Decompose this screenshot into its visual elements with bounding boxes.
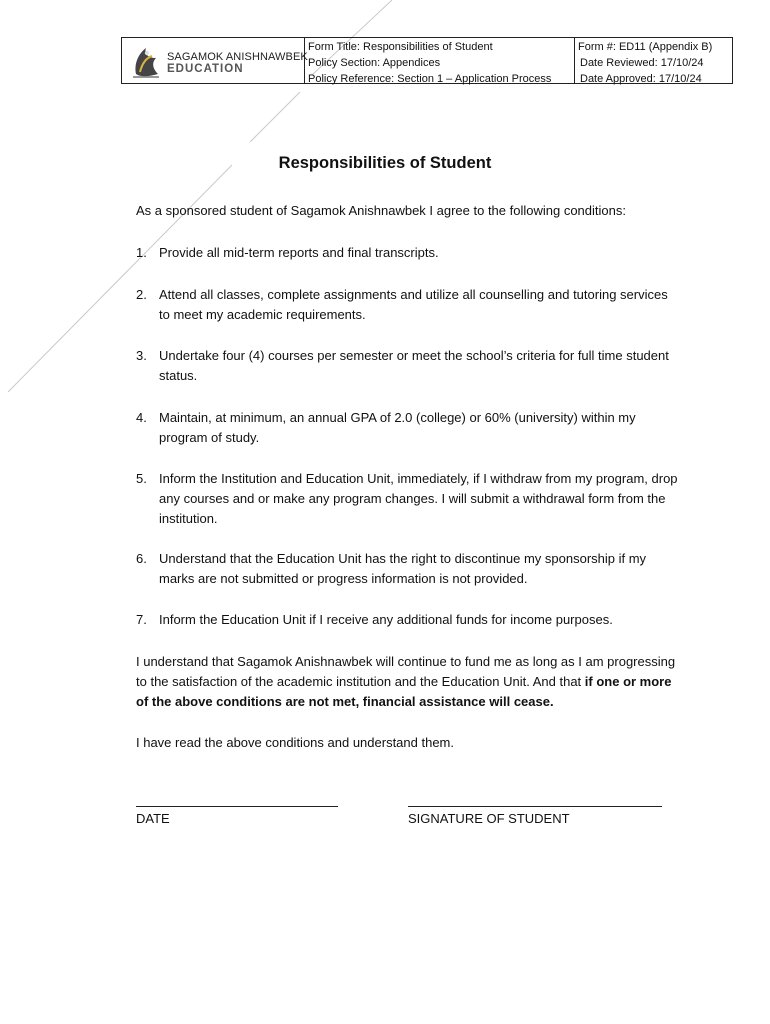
form-number-line: Form #: ED11 (Appendix B): [578, 41, 713, 53]
condition-text: Attend all classes, complete assignments and utilize all counselling and tutoring services to meet my academic requirements.: [159, 287, 668, 322]
closing-text: I understand that Sagamok Anishnawbek will continue to fund me as long as I am progressing to the satisfaction of the academic institution and the Education Unit. And that: [136, 654, 676, 689]
condition-text: Understand that the Education Unit has the right to discontinue my sponsorship if my marks are not submitted or progress information is not provided.: [159, 551, 647, 586]
condition-item: [136, 408, 681, 448]
intro-paragraph: As a sponsored student of Sagamok Anishnawbek I agree to the following conditions:: [136, 203, 626, 218]
condition-number: 2.: [136, 287, 147, 302]
signature-label: SIGNATURE OF STUDENT: [408, 811, 570, 826]
policy-reference-line: Policy Reference: Section 1 – Application Process: [308, 73, 552, 85]
student-signature-line: [408, 806, 662, 807]
condition-number: 7.: [136, 612, 147, 627]
condition-number: 5.: [136, 471, 147, 486]
logo-name: SAGAMOK ANISHNAWBEK: [167, 51, 308, 63]
header-form-cell: [575, 38, 732, 83]
date-label: DATE: [136, 811, 170, 826]
condition-item: [136, 285, 681, 325]
condition-item: [136, 549, 681, 589]
condition-text: Provide all mid-term reports and final transcripts.: [159, 245, 439, 260]
condition-text: Undertake four (4) courses per semester or meet the school’s criteria for full time student status.: [159, 348, 669, 383]
form-title-line: Form Title: Responsibilities of Student: [308, 41, 493, 53]
condition-number: 4.: [136, 410, 147, 425]
logo-subtitle: EDUCATION: [167, 63, 244, 75]
closing-bold-text: if one or more of the above conditions are not met, financial assistance will cease.: [136, 674, 672, 709]
condition-number: 3.: [136, 348, 147, 363]
condition-item: [136, 243, 681, 263]
form-header-table: [121, 37, 733, 84]
date-reviewed-line: Date Reviewed: 17/10/24: [580, 57, 704, 69]
condition-item: [136, 610, 681, 630]
policy-section-line: Policy Section: Appendices: [308, 57, 441, 69]
closing-paragraph: [136, 652, 681, 712]
date-approved-line: Date Approved: 17/10/24: [580, 73, 702, 85]
condition-number: 1.: [136, 245, 147, 260]
condition-text: Maintain, at minimum, an annual GPA of 2.0 (college) or 60% (university) within my program of study.: [159, 410, 636, 445]
condition-number: 6.: [136, 551, 147, 566]
eagle-feather-logo-icon: [130, 44, 162, 80]
document-title: Responsibilities of Student: [278, 154, 492, 172]
condition-item: [136, 469, 681, 529]
date-signature-line: [136, 806, 338, 807]
header-policy-cell: [305, 38, 575, 83]
header-logo-cell: [122, 38, 308, 83]
acknowledgement-text: I have read the above conditions and understand them.: [136, 735, 454, 750]
condition-text: Inform the Education Unit if I receive any additional funds for income purposes.: [159, 612, 613, 627]
condition-text: Inform the Institution and Education Unit, immediately, if I withdraw from my program, drop any courses and or make any program changes. I will submit a withdrawal form from the institution.: [159, 471, 678, 526]
condition-item: [136, 346, 681, 386]
